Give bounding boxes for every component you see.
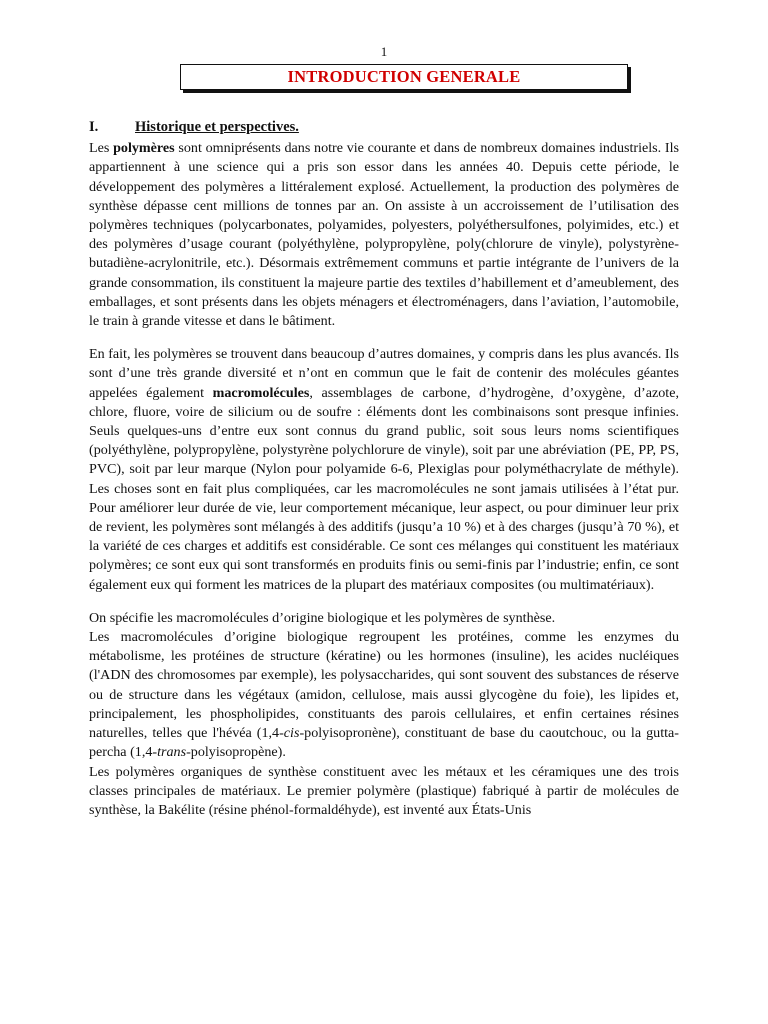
text-run: Les: [89, 140, 114, 157]
text-run: -polyisoprопène), constituant de base du caoutchouc, ou la gutta-percha (1,4-: [89, 725, 679, 761]
title-box: [180, 64, 628, 90]
document-body: [89, 118, 679, 820]
document-title: INTRODUCTION GENERALE: [287, 67, 521, 86]
text-run: , assemblages de carbone, d’hydrogène, d’oxygène, d’azote, chlore, fluore, voire de silicium ou de soufre : éléments dont les combinaisons sont presque infinies. Seuls quelques-uns d’entre eux sont connus du grand public, soit sous leurs noms scientifiques (polyéthylène, polypropylène, polystyrène polychlorure de vinyle), soit par une abréviation (PE, PP, PS, PVC), soit par leur marque (Nylon pour polyamide 6-6, Plexiglas pour polyméthacrylate de méthyle). Les choses sont en fait plus compliquées, car les macromolécules ne sont jamais utilisées à l’état pur. Pour améliorer leur durée de vie, leur comportement mécanique, leur aspect, ou pour diminuer leur prix de revient, les polymères sont mélangés à des additifs (jusqu’a 10 %) et à des charges (jusqu’à 70 %), et la variété de ces charges et additifs est considérable. Ce sont ces mélanges qui constituent les matériaux polymères; ce sont eux qui sont transformés en produits finis ou semi-finis par l’industrie; enfin, ce sont également eux qui forment les matrices de la plupart des matériaux composites (ou multimatériaux).: [89, 384, 679, 593]
bold-term: macromolécules: [212, 384, 310, 401]
text-run: Les macromolécules d’origine biologique regroupent les protéines, comme les enzymes du métabolisme, les protéines de structure (kératine) ou les hormones (insuline), les acides nucléiques (l'ADN des chromosomes par exemple), les polysaccharides, qui sont souvent des substances de réserve ou de structure dans les végétaux (amidon, cellulose, mais aussi glycogène du foie), les lipides et, principalement, les phospholipides, constituants des parois cellulaires, et enfin certaines résines naturelles, telles que l'hévéa (1,4-: [89, 629, 679, 742]
paragraph-5: Les polymères organiques de synthèse constituent avec les métaux et les céramiques une des trois classes principales de matériaux. Le premier polymère (plastique) fabriqué à partir de molécules de synthèse, la Bakélite (résine phénol-formaldéhyde), est inventé aux États-Unis: [89, 763, 679, 818]
paragraph-2: [89, 345, 679, 595]
section-heading: [89, 118, 679, 137]
paragraph-3: On spécifie les macromolécules d’origine biologique et les polymères de synthèse.: [89, 609, 556, 626]
paragraph-4: [89, 628, 679, 762]
italic-term: trans: [157, 744, 187, 761]
italic-term: cis: [283, 725, 300, 742]
section-number: I.: [89, 119, 99, 135]
paragraph-1: [89, 139, 679, 331]
page-number: 1: [380, 44, 388, 59]
section-title: Historique et perspectives.: [135, 119, 299, 135]
text-run: -polyisopropène).: [186, 744, 286, 761]
text-run: En fait, les polymères se trouvent dans beaucoup d’autres domaines, y compris dans les plus avancés. Ils sont d’une très grande diversité et n’ont en commun que le fait de contenir des molécules géantes appelées également: [89, 346, 679, 401]
bold-term: polymères: [113, 140, 175, 157]
text-run: sont omniprésents dans notre vie courante et dans de nombreux domaines industriels. Ils appartiennent à une science qui a pris son essor dans les années 40. Depuis cette période, le développement des polymères a littéralement explosé. Actuellement, la production des polymères de synthèse dépasse cent millions de tonnes par an. On assiste à un accroissement de l’utilisation des polymères techniques (polycarbonates, polyamides, polyesters, polyéthersulfones, polyimides, etc.) et des polymères d’usage courant (polyéthylène, polypropylène, poly(chlorure de vinyle), polystyrène-butadiène-acrylonitrile, etc.). Désormais extrêmement communs et partie intégrante de l’univers de la grande consommation, ils constituent la majeure partie des textiles d’habillement et d’ameublement, des emballages, et sont présents dans les objets ménagers et électroménagers, dans l’aviation, l’automobile, le train à grande vitesse et dans le bâtiment.: [89, 140, 679, 330]
